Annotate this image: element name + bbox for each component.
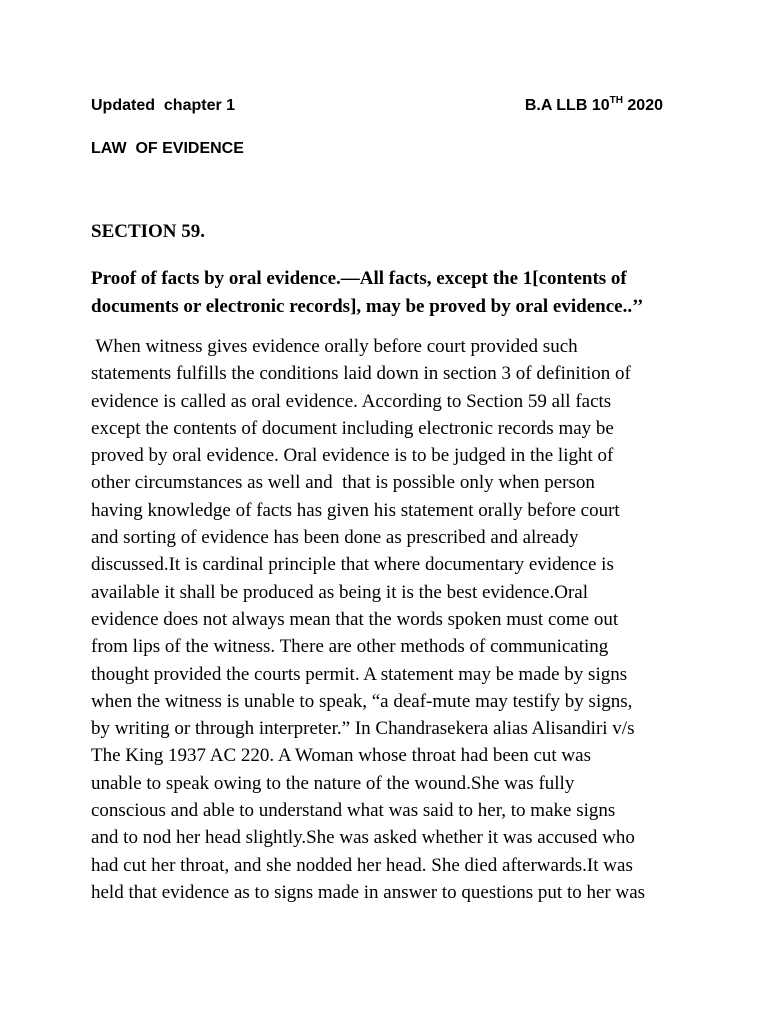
body-line: available it shall be produced as being it is the best evidence.Oral — [91, 581, 588, 603]
body-line: other circumstances as well and that is possible only when person — [91, 472, 595, 494]
provision-line: Proof of facts by oral evidence.—All facts, except the 1[contents of — [91, 268, 627, 289]
course-label-prefix: B.A LLB 10 — [524, 97, 610, 114]
body-line: The King 1937 AC 220. A Woman whose throat had been cut was — [91, 745, 591, 767]
body-line: evidence is called as oral evidence. According to Section 59 all facts — [91, 390, 612, 412]
section-heading: SECTION 59. — [91, 221, 206, 242]
body-line: and sorting of evidence has been done as prescribed and already — [91, 527, 579, 549]
body-line: When witness gives evidence orally before court provided such — [91, 336, 578, 357]
document-header — [91, 94, 663, 118]
body-line: from lips of the witness. There are other methods of communicating — [91, 636, 609, 658]
course-label-superscript: TH — [609, 94, 623, 106]
provision-text — [91, 265, 691, 320]
body-line: conscious and able to understand what was said to her, to make signs — [91, 800, 616, 822]
body-paragraph — [91, 333, 691, 906]
body-line: by writing or through interpreter.” In Chandrasekera alias Alisandiri v/s — [91, 718, 635, 740]
body-line: having knowledge of facts has given his statement orally before court — [91, 499, 620, 521]
body-line: except the contents of document including electronic records may be — [91, 417, 614, 439]
course-label — [525, 94, 663, 118]
body-line: statements fulfills the conditions laid down in section 3 of definition of — [91, 363, 631, 385]
body-line: unable to speak owing to the nature of the wound.She was fully — [91, 772, 575, 794]
body-line: when the witness is unable to speak, “a deaf-mute may testify by signs, — [91, 690, 633, 712]
body-line: held that evidence as to signs made in answer to questions put to her was — [91, 881, 646, 903]
body-line: and to nod her head slightly.She was asked whether it was accused who — [91, 827, 635, 849]
body-line: thought provided the courts permit. A statement may be made by signs — [91, 663, 628, 685]
chapter-label: Updated chapter 1 — [91, 97, 236, 114]
body-line: evidence does not always mean that the words spoken must come out — [91, 608, 619, 630]
course-label-suffix: 2020 — [622, 97, 663, 114]
provision-line: documents or electronic records], may be proved by oral evidence..’’ — [91, 295, 644, 317]
body-line: had cut her throat, and she nodded her head. She died afterwards.It was — [91, 854, 633, 876]
body-line: proved by oral evidence. Oral evidence is to be judged in the light of — [91, 445, 614, 467]
body-line: discussed.It is cardinal principle that where documentary evidence is — [91, 554, 614, 576]
subject-title: LAW OF EVIDENCE — [91, 140, 244, 157]
